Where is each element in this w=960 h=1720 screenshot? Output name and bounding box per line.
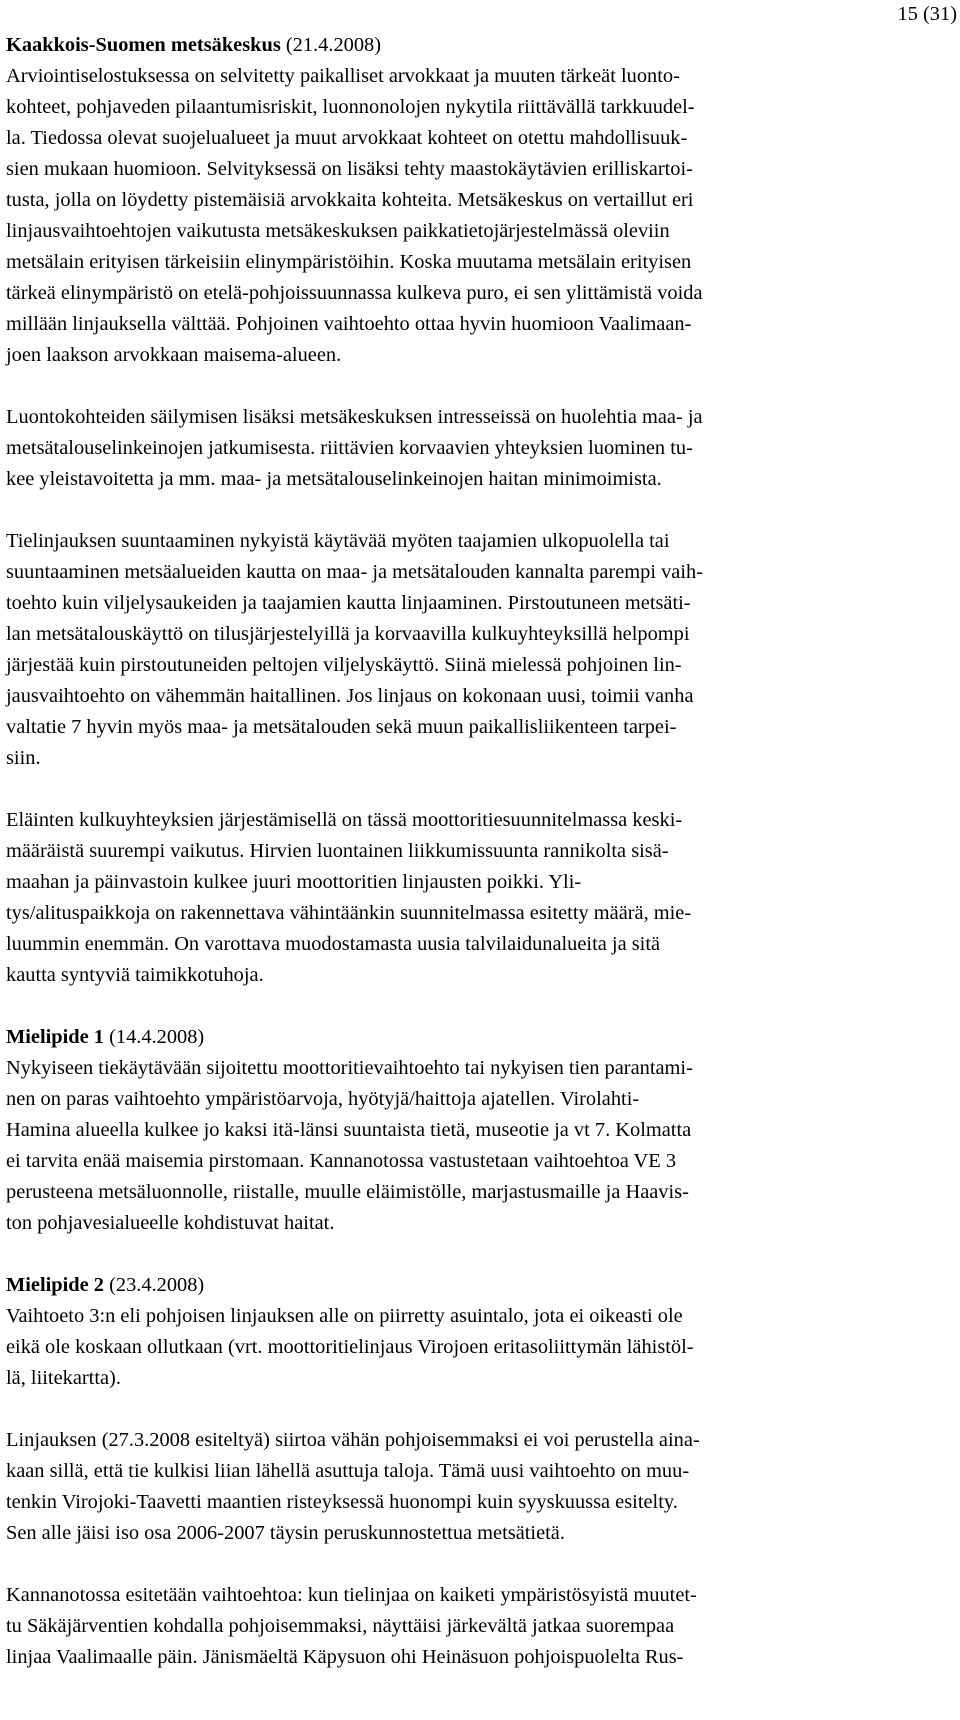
text-line: lä, liitekartta). — [6, 1367, 121, 1389]
text-line: määräistä suurempi vaikutus. Hirvien luontainen liikkumissuunta rannikolta sisä- — [6, 840, 669, 862]
heading-title: Mielipide 1 — [6, 1026, 104, 1048]
tielinjauksen-paragraph — [6, 526, 946, 774]
text-line: suuntaaminen metsäalueiden kautta on maa- ja metsätalouden kannalta parempi vaih- — [6, 561, 703, 583]
text-line: eikä ole koskaan ollutkaan (vrt. moottoritielinjaus Virojoen eritasoliittymän lähistöl- — [6, 1336, 694, 1358]
elainten-paragraph — [6, 805, 946, 991]
paragraph-spacer — [6, 774, 946, 805]
text-line: Vaihtoeto 3:n eli pohjoisen linjauksen alle on piirretty asuintalo, jota ei oikeasti ole — [6, 1305, 683, 1327]
text-line: perusteena metsäluonnolle, riistalle, muulle eläimistölle, marjastusmaille ja Haavis- — [6, 1181, 689, 1203]
mielipide-2-section — [6, 1270, 946, 1394]
text-line: tys/alituspaikkoja on rakennettava vähintäänkin suunnitelmassa esitetty määrä, mie- — [6, 902, 692, 924]
page-number: 15 (31) — [897, 3, 957, 25]
paragraph-spacer — [6, 371, 946, 402]
text-line: metsätalouselinkeinojen jatkumisesta. riittävien korvaavien yhteyksien luominen tu- — [6, 437, 693, 459]
text-line: linjaa Vaalimaalle päin. Jänismäeltä Käpysuon ohi Heinäsuon pohjoispuolelta Rus- — [6, 1646, 684, 1668]
text-line: luummin enemmän. On varottava muodostamasta uusia talvilaidunalueita ja sitä — [6, 933, 661, 955]
text-line: nen on paras vaihtoehto ympäristöarvoja, hyötyjä/haittoja ajatellen. Virolahti- — [6, 1088, 640, 1110]
text-line: joen laakson arvokkaan maisema-alueen. — [6, 344, 342, 366]
kannanotossa-paragraph — [6, 1580, 946, 1673]
luontokohteiden-paragraph — [6, 402, 946, 495]
text-line: Luontokohteiden säilymisen lisäksi metsäkeskuksen intresseissä on huolehtia maa- ja — [6, 406, 703, 428]
text-line: järjestää kuin pirstoutuneiden peltojen viljelyskäyttö. Siinä mielessä pohjoinen lin- — [6, 654, 682, 676]
text-line: Nykyiseen tiekäytävään sijoitettu moottoritievaihtoehto tai nykyisen tien parantami- — [6, 1057, 693, 1079]
text-line: sien mukaan huomioon. Selvityksessä on lisäksi tehty maastokäytävien erilliskartoi- — [6, 158, 693, 180]
paragraph-spacer — [6, 1239, 946, 1270]
linjauksen-paragraph — [6, 1425, 946, 1549]
text-line: maahan ja päinvastoin kulkee juuri moottoritien linjausten poikki. Yli- — [6, 871, 582, 893]
text-line: ei tarvita enää maisemia pirstomaan. Kannanotossa vastustetaan vaihtoehtoa VE 3 — [6, 1150, 677, 1172]
document-body — [6, 30, 946, 1673]
text-line: tärkeä elinympäristö on etelä-pohjoissuunnassa kulkeva puro, ei sen ylittämistä voida — [6, 282, 703, 304]
paragraph-spacer — [6, 495, 946, 526]
heading-date: (23.4.2008) — [103, 1274, 205, 1296]
paragraph-spacer — [6, 1549, 946, 1580]
text-line: jausvaihtoehto on vähemmän haitallinen. Jos linjaus on kokonaan uusi, toimii vanha — [6, 685, 694, 707]
section-heading — [6, 1022, 946, 1053]
text-line: lan metsätalouskäyttö on tilusjärjestelyillä ja korvaavilla kulkuyhteyksillä helpompi — [6, 623, 690, 645]
text-line: Kannanotossa esitetään vaihtoehtoa: kun tielinjaa on kaiketi ympäristösyistä muutet- — [6, 1584, 697, 1606]
heading-title: Kaakkois-Suomen metsäkeskus — [6, 34, 281, 56]
text-line: tu Säkäjärventien kohdalla pohjoisemmaksi, näyttäisi järkevältä jatkaa suorempaa — [6, 1615, 675, 1637]
text-line: siin. — [6, 747, 41, 769]
text-line: metsälain erityisen tärkeisiin elinympäristöihin. Koska muutama metsälain erityisen — [6, 251, 692, 273]
text-line: tenkin Virojoki-Taavetti maantien risteyksessä huonompi kuin syyskuussa esitelty. — [6, 1491, 678, 1513]
text-line: kohteet, pohjaveden pilaantumisriskit, luonnonolojen nykytila riittävällä tarkkuudel- — [6, 96, 695, 118]
heading-title: Mielipide 2 — [6, 1274, 104, 1296]
text-line: linjausvaihtoehtojen vaikutusta metsäkeskuksen paikkatietojärjestelmässä oleviin — [6, 220, 670, 242]
text-line: ton pohjavesialueelle kohdistuvat haitat. — [6, 1212, 335, 1234]
paragraph-spacer — [6, 1394, 946, 1425]
text-line: Linjauksen (27.3.2008 esiteltyä) siirtoa vähän pohjoisemmaksi ei voi perustella aina- — [6, 1429, 700, 1451]
text-line: valtatie 7 hyvin myös maa- ja metsätalouden sekä muun paikallisliikenteen tarpei- — [6, 716, 677, 738]
kaakkois-suomen-section — [6, 30, 946, 371]
text-line: kaan sillä, että tie kulkisi liian lähellä asuttuja taloja. Tämä uusi vaihtoehto on muu- — [6, 1460, 690, 1482]
paragraph-spacer — [6, 991, 946, 1022]
text-line: toehto kuin viljelysaukeiden ja taajamien kautta linjaaminen. Pirstoutuneen metsäti- — [6, 592, 691, 614]
text-line: kautta syntyviä taimikkotuhoja. — [6, 964, 264, 986]
text-line: Eläinten kulkuyhteyksien järjestämisellä on tässä moottoritiesuunnitelmassa keski- — [6, 809, 683, 831]
text-line: Arviointiselostuksessa on selvitetty paikalliset arvokkaat ja muuten tärkeät luonto- — [6, 65, 680, 87]
text-line: Tielinjauksen suuntaaminen nykyistä käytävää myöten taajamien ulkopuolella tai — [6, 530, 670, 552]
mielipide-1-section — [6, 1022, 946, 1239]
text-line: la. Tiedossa olevat suojelualueet ja muut arvokkaat kohteet on otettu mahdollisuuk- — [6, 127, 688, 149]
section-heading — [6, 30, 946, 61]
text-line: tusta, jolla on löydetty pistemäisiä arvokkaita kohteita. Metsäkeskus on vertaillut eri — [6, 189, 694, 211]
text-line: Sen alle jäisi iso osa 2006-2007 täysin peruskunnostettua metsätietä. — [6, 1522, 565, 1544]
text-line: millään linjauksella välttää. Pohjoinen vaihtoehto ottaa hyvin huomioon Vaalimaan- — [6, 313, 692, 335]
section-heading — [6, 1270, 946, 1301]
heading-date: (21.4.2008) — [280, 34, 382, 56]
text-line: kee yleistavoitetta ja mm. maa- ja metsätalouselinkeinojen haitan minimoimista. — [6, 468, 662, 490]
text-line: Hamina alueella kulkee jo kaksi itä-länsi suuntaista tietä, museotie ja vt 7. Kolmatta — [6, 1119, 692, 1141]
heading-date: (14.4.2008) — [103, 1026, 205, 1048]
